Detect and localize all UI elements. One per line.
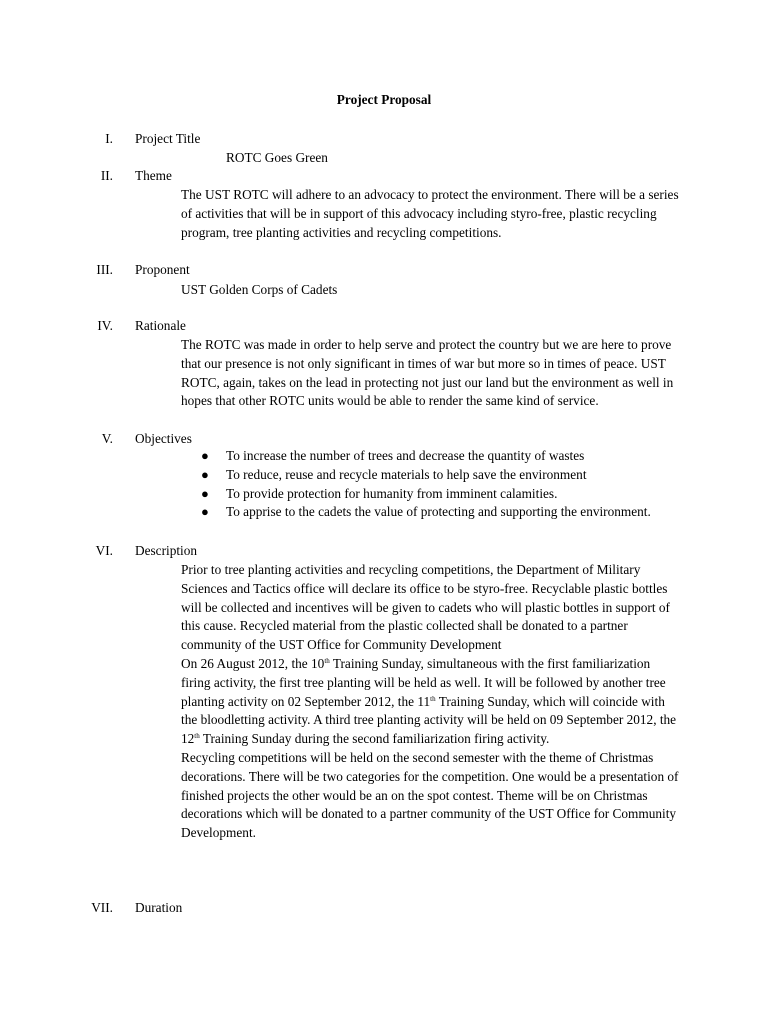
description-text bbox=[181, 561, 681, 843]
ordinal-suffix: th bbox=[194, 732, 200, 741]
section-numeral-7: VII. bbox=[91, 900, 113, 915]
description-text-part: Training Sunday, simultaneous with the first familiarization firing activity, the first tree planting will be held as well. It will be followed by another tree planting activity on 02 September 2012, the 11 bbox=[181, 655, 666, 709]
section-heading-rationale: Rationale bbox=[135, 318, 186, 333]
description-text-part: On 26 August 2012, the 10 bbox=[181, 655, 325, 671]
section-numeral-3: III. bbox=[96, 262, 113, 277]
bullet-icon: ● bbox=[201, 448, 209, 463]
description-text-part: Training Sunday, which will coincide with the bloodletting activity. A third tree planting activity will be held on 09 September 2012, the 12 bbox=[181, 693, 677, 747]
list-item bbox=[181, 485, 701, 504]
document-title: Project Proposal bbox=[336, 92, 432, 107]
ordinal-suffix: th bbox=[430, 694, 436, 703]
list-item bbox=[181, 503, 701, 522]
section-numeral-6: VI. bbox=[95, 543, 113, 558]
description-paragraph-2 bbox=[181, 655, 681, 749]
section-heading-proponent: Proponent bbox=[135, 262, 190, 277]
objectives-list bbox=[181, 447, 701, 522]
description-paragraph-1: Prior to tree planting activities and recycling competitions, the Department of Military Sciences and Tactics office will declare its office to be styro-free. Recyclable plastic bottles will be collected and incentives will be given to cadets who will plastic bottles in support of this cause. Recycled material from the plastic collected shall be donated to a partner community of the UST Office for Community Development bbox=[181, 562, 670, 653]
section-heading-project-title: Project Title bbox=[135, 131, 201, 146]
ordinal-suffix: th bbox=[324, 656, 330, 665]
theme-text: The UST ROTC will adhere to an advocacy to protect the environment. There will be a series of activities that will be in support of this advocacy including styro-free, plastic recycling program, tree planting activities and recycling competitions. bbox=[181, 187, 679, 240]
list-item bbox=[181, 466, 701, 485]
section-heading-description: Description bbox=[135, 543, 198, 558]
objective-text: To apprise to the cadets the value of protecting and supporting the environment. bbox=[226, 504, 651, 520]
section-numeral-2: II. bbox=[100, 168, 113, 183]
section-numeral-1: I. bbox=[105, 131, 113, 146]
objective-text: To increase the number of trees and decrease the quantity of wastes bbox=[226, 448, 585, 463]
section-numeral-4: IV. bbox=[97, 318, 113, 333]
section-heading-theme: Theme bbox=[135, 168, 172, 183]
section-numeral-5: V. bbox=[101, 431, 113, 446]
bullet-icon: ● bbox=[201, 504, 209, 520]
bullet-icon: ● bbox=[201, 485, 209, 501]
description-text-part: Training Sunday during the second familiarization firing activity. bbox=[199, 731, 550, 747]
proponent-text: UST Golden Corps of Cadets bbox=[181, 282, 338, 297]
section-heading-duration: Duration bbox=[135, 900, 183, 915]
project-title-value: ROTC Goes Green bbox=[226, 150, 328, 165]
objective-text: To provide protection for humanity from imminent calamities. bbox=[226, 485, 558, 501]
list-item bbox=[181, 447, 701, 466]
section-heading-objectives: Objectives bbox=[135, 431, 192, 446]
objective-text: To reduce, reuse and recycle materials to help save the environment bbox=[226, 466, 587, 482]
description-paragraph-3: Recycling competitions will be held on the second semester with the theme of Christmas decorations. There will be two categories for the competition. One would be a presentation of finished projects the other would be an on the spot contest. Theme will be on Christmas decorations which will be donated to a partner community of the UST Office for Community Development. bbox=[181, 749, 679, 841]
rationale-text: The ROTC was made in order to help serve and protect the country but we are here to prove that our presence is not only significant in times of war but more so in times of peace. UST ROTC, again, takes on the lead in protecting not just our land but the environment as well in hopes that other ROTC units would be able to render the same kind of service. bbox=[181, 337, 674, 409]
bullet-icon: ● bbox=[201, 466, 209, 482]
